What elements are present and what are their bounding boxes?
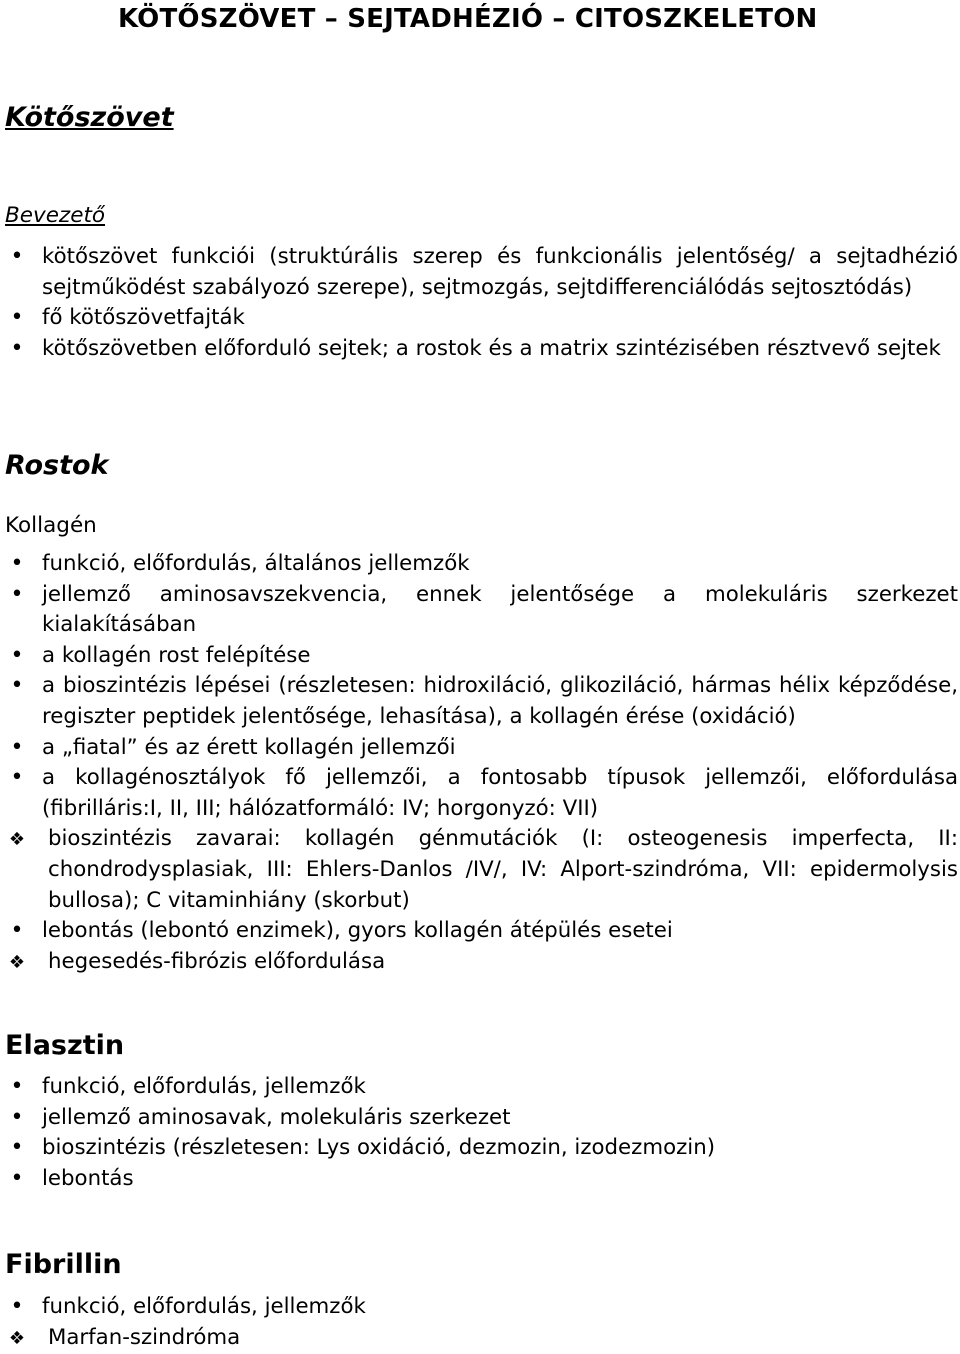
section-heading-kotoszovet: Kötőszövet [5,102,174,133]
bullet-icon [5,1103,29,1134]
section-heading-elasztin: Elasztin [5,1030,125,1061]
bevezeto-list [0,242,958,364]
list-item: • jellemző aminosavszekvencia, ennek jelentősége a molekuláris szerkezet kialakításában [0,580,958,641]
list-item: ❖ hegesedés-fibrózis előfordulása [0,947,958,978]
bullet-icon [5,641,29,672]
list-item: • a bioszintézis lépései (részletesen: hidroxiláció, glikoziláció, hármas hélix képződése, regiszter peptidek jelentősége, lehasítása), a kollagén érése (oxidáció) [0,671,958,732]
list-item: • bioszintézis (részletesen: Lys oxidáció, dezmozin, izodezmozin) [0,1133,958,1164]
section-heading-rostok: Rostok [5,450,109,481]
list-item: • funkció, előfordulás, jellemzők [0,1292,958,1323]
subheading-bevezeto: Bevezető [5,203,106,228]
list-item: • a „fiatal” és az érett kollagén jellemzői [0,733,958,764]
list-item: • funkció, előfordulás, jellemzők [0,1072,958,1103]
list-item: ❖ bioszintézis zavarai: kollagén génmutációk (I: osteogenesis imperfecta, II: chondrodysplasiak, III: Ehlers-Danlos /IV/, IV: Alport-szindróma, VII: epidermolysis bullosa); C vitaminhiány (skorbut) [0,824,958,916]
list-item: • kötőszövetben előforduló sejtek; a rostok és a matrix szintézisében résztvevő sejtek [0,334,958,365]
page-title: KÖTŐSZÖVET – SEJTADHÉZIÓ – CITOSZKELETON [118,4,818,34]
fibrillin-list [0,1292,958,1353]
kollagen-list [0,549,958,977]
bullet-icon [5,1072,29,1103]
list-item: • funkció, előfordulás, általános jellemzők [0,549,958,580]
list-item: • fő kötőszövetfajták [0,303,958,334]
bullet-icon [5,763,29,794]
list-item: ❖ Marfan-szindróma [0,1323,958,1354]
bullet-icon [5,671,29,702]
list-item: • lebontás [0,1164,958,1195]
list-item: • a kollagén rost felépítése [0,641,958,672]
bullet-icon [5,1133,29,1164]
bullet-icon [5,1164,29,1195]
list-item: • jellemző aminosavak, molekuláris szerkezet [0,1103,958,1134]
list-item: • kötőszövet funkciói (struktúrális szerep és funkcionális jelentőség/ a sejtadhézió sejtműködést szabályozó szerepe), sejtmozgás, sejtdifferenciálódás sejtosztódás) [0,242,958,303]
section-heading-fibrillin: Fibrillin [5,1249,122,1280]
list-item: • a kollagénosztályok fő jellemzői, a fontosabb típusok jellemzői, előfordulása (fibrilláris:I, II, III; hálózatformáló: IV; horgonyzó: VII) [0,763,958,824]
bullet-icon [5,733,29,764]
bullet-icon [5,1292,29,1323]
diamond-bullet-icon [5,947,29,979]
bullet-icon [5,303,29,334]
bullet-icon [5,580,29,611]
bullet-icon [5,242,29,273]
bullet-icon [5,916,29,947]
diamond-bullet-icon [5,824,29,856]
subheading-kollagen: Kollagén [5,513,97,538]
diamond-bullet-icon [5,1323,29,1354]
bullet-icon [5,549,29,580]
bullet-icon [5,334,29,365]
elasztin-list [0,1072,958,1194]
list-item: • lebontás (lebontó enzimek), gyors kollagén átépülés esetei [0,916,958,947]
